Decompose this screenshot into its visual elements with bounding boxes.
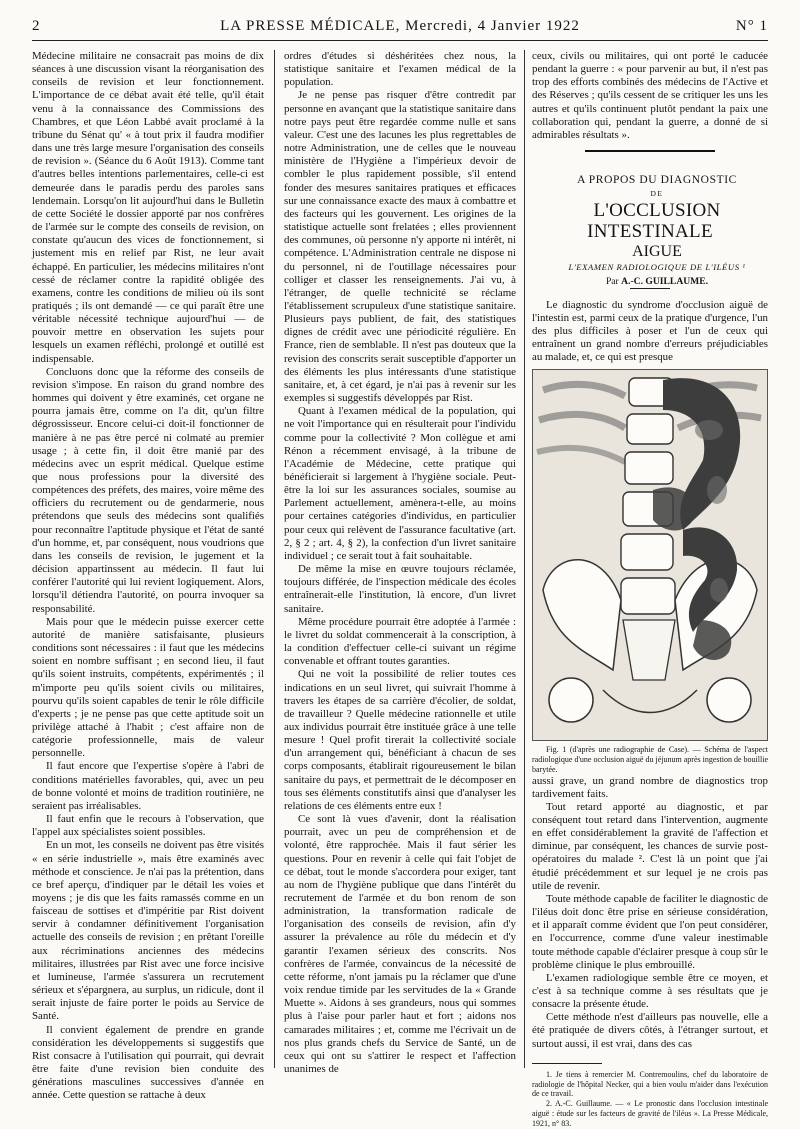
paragraph: Quant à l'examen médical de la population, qui ne voit l'importance qui en résulterait pour l'individu comme pour la collectivité ? Mon collègue et ami Rénon a récemment envisagé, à la tribune de l'Académie de Médecine, cette pratique qui bénéficierait si largement à l'hygiène sociale. Peut-être la loi sur les assurances sociales, soumise au Parlement actuellement, amènera-t-elle, au moins pour certaines catégories d'individus, en particulier pour ceux qui relèvent de l'assurance facultative (art. 2, § 2 ; art. 4, § 2), la confection d'un livret sanitaire individuel ; ce serait tout à fait souhaitable. — [284, 405, 516, 562]
paragraph: L'examen radiologique semble être ce moyen, et c'est à sa technique comme à ses résultats que je consacre la présente étude. — [532, 971, 768, 1011]
article-subtitle: L'EXAMEN RADIOLOGIQUE DE L'ILÉUS ¹ — [568, 262, 746, 273]
paragraph: Concluons donc que la réforme des conseils de revision s'impose. En raison du grand nombre des hommes qui doivent y être examinés, cet organe ne pourra jamais être, comme on l'a dit, qu'un filtre dégrossisseur. Encore celui-ci doit-il fonctionner de manière à ne pas être percé ni colmaté au premier usage ; à cette fin, il doit être manié par des médecins avec un esprit médical. Quelque estime que nous professions pour la diversité des compétences des préfets, des maires, voire même des officiers du recrutement ou de gendarmerie, nous prétendons que seuls des médecins sont qualifiés pour reconnaître l'aptitude physique et l'état de santé d'un homme, et, par conséquent, nous voudrions que dans les conseils de revision, le jugement et la décision appartinssent au médecin. Il faut lui conférer l'autorité qui lui revient logiquement. Alors, lorsqu'il détiendra l'autorité, on pourra invoquer sa responsabilité. — [32, 365, 264, 615]
paragraph: Médecine militaire ne consacrait pas moins de dix séances à une discussion visant la réorganisation des conseils de revision et leur fonctionnement. L'importance de ce débat avait été telle, qu'il était venu à la connaissance des Commissions des Chambres, et que Léon Labbé avait proclamé à la tribune du Sénat qu' « à tout prix il faudra modifier dans une très large mesure l'organisation des conseils de revision ». (Séance du 6 Août 1913). Comme tant d'autres belles intentions parlementaires, celle-ci est demeurée dans le paradis perdu des paroles sans lendemain. Lorsqu'on lit aujourd'hui dans le Bulletin de cette Société le dossier apporté par nos confrères de l'armée sur le compte des conseils de revision, on constate qu'aucun des vices de fonctionnement, si justement mis en relief par Rist, ne leur avait échappé. En particulier, les médecins militaires n'ont cessé de réclamer contre la rapidité obligée des examens, contre les conditions de milieu où ils sont pratiqués ; ils ont demandé — ce qui paraît être une véritable nécessité technique aujourd'hui — de pouvoir mettre en observation les sujets pour lesquels un examen réfléchi, prolongé et outillé est indispensable. — [32, 50, 264, 365]
article-byline — [532, 275, 768, 288]
header-rule — [32, 40, 768, 41]
article-kicker: A PROPOS DU DIAGNOSTIC — [577, 174, 737, 187]
paragraph: ordres d'études si déshéritées chez nous, la statistique sanitaire et l'examen médical de la population. — [284, 50, 516, 89]
column-divider — [524, 50, 525, 1068]
running-header — [32, 14, 768, 40]
paragraph: Qui ne voit la possibilité de relier toutes ces indications en un seul livret, qui suivrait l'homme à travers les étapes de sa carrière d'écolier, de soldat, de travailleur ? Quelle médecine rationnelle et utile aux individus pourrait être instituée grâce à une telle mesure ! Quel profit tirerait la collectivité sociale d'un arrangement qui, bénéficiant à chacun de ses corps composants, établirait rigoureusement le bilan sanitaire du pays, et permettrait de le décomposer en tous ses éléments constitutifs ainsi que d'analyser les relations de ces éléments entre eux ! — [284, 668, 516, 812]
paragraph: Même procédure pourrait être adoptée à l'armée : le livret du soldat commencerait à la conscription, à la condition d'effectuer celle-ci suivant un régime convenable et offrant toutes garanties. — [284, 615, 516, 668]
paragraph: Mais pour que le médecin puisse exercer cette autorité de manière satisfaisante, plusieurs conditions sont nécessaires : il faut que les médecins soient en nombre suffisant ; en second lieu, il faut qu'ils soient instruits, compétents, expérimentés ; il m'importe peu qu'ils soient civils ou militaires, pourvu qu'ils soient capables de tenir le rôle difficile d'experts ; je ne pense pas que cette aptitude soit un privilège attaché à l'habit ; c'est affaire non de catégorie professionnelle, mais de valeur personnelle. — [32, 615, 264, 760]
running-title: LA PRESSE MÉDICALE, Mercredi, 4 Janvier 1922 — [220, 18, 580, 34]
paragraph: aussi grave, un grand nombre de diagnostics trop tardivement faits. — [532, 774, 768, 800]
article-title-line2: AIGUE — [632, 243, 682, 261]
footnote: 1. Je tiens à remercier M. Contremoulins, chef du laboratoire de radiologie de l'hôpital Necker, qui a bien voulu m'aider dans l'exécution de ce travail. — [532, 1069, 768, 1099]
paragraph: En un mot, les conseils ne doivent pas être visités « en série industrielle », mais être examinés avec méthode et conscience. Je n'ai pas la prétention, dans ce bref aperçu, d'indiquer par le détail les voies et moyens ; je dis que les faits ramassés comme en un faisceau de sottises et d'impéritie par Rist doivent servir à condamner définitivement l'organisation actuelle des conseils de revision ; en prêtant l'oreille aux récriminations anciennes des médecins militaires, illustrées par Rist avec une force incisive et lumineuse, l'armée s'assurera un recrutement sérieux et s'épargnera, au surplus, un ridicule, dont il serait injuste de faire porter le poids au Service de Santé. — [32, 839, 264, 1023]
section-rule — [585, 150, 715, 152]
paragraph: Tout retard apporté au diagnostic, et par conséquent tout retard dans l'intervention, augmente en effet considérablement la gravité de l'affection et diminue, par conséquent, les chances de survie post-opératoires du malade ². C'est là un point que j'ai étudié précédemment et sur lequel je ne crois pas utile de revenir. — [532, 800, 768, 892]
paragraph: Je ne pense pas risquer d'être contredit par personne en avançant que la statistique sanitaire dans notre pays peut être regardée comme nulle et sans valeur. C'est une des lacunes les plus regrettables de notre Administration, une de celles que le nouveau ministère de l'Hygiène a l'impérieux devoir de combler le plus rapidement possible, s'il entend fonder des mesures sanitaires pratiques et efficaces sur une connaissance exacte des maux à combattre et des facteurs qui les gouvernent. Les origines de la statistique actuelle sont frelatées ; elles proviennent des communes, où personne n'y apporte ni intérêt, ni compétence. L'Administration centrale ne dispose ni du personnel, ni de l'outillage nécessaires pour colliger et classer les renseignements. J'ai vu, à l'étranger, de quelle technicité se réclame l'établissement scrupuleux d'une statistique sanitaire. Plusieurs pays publient, de fait, des statistiques dignes de crédit avec une périodicité régulière. En France, rien de semblable. Il n'est pas douteux que la revision des conscrits serait susceptible d'apporter un des éléments les plus intéressants d'une statistique sanitaire, et, à cet égard, je n'ai pas à revenir sur les exemples si suggestifs développés par Rist. — [284, 89, 516, 405]
footnote: 2. A.-C. Guillaume. — « Le pronostic dans l'occlusion intestinale aiguë : étude sur les facteurs de gravité de l'iléus ». La Presse Médicale, 1921, n° 83. — [532, 1099, 768, 1128]
paragraph: ceux, civils ou militaires, qui ont porté le caducée pendant la guerre : « pour parvenir au but, il n'est pas trop des efforts combinés des médecins de l'Active et des Réserves ; qu'ils cessent de se critiquer les uns les autres et qu'ils continuent plutôt pendant la paix une collaboration qui, pendant la guerre, a donné de si admirables résultats ». — [532, 50, 768, 141]
paragraph: Il faut enfin que le recours à l'observation, que l'appel aux spécialistes soient possibles. — [32, 813, 264, 839]
paragraph: Il faut encore que l'expertise s'opère à l'abri de conditions matérielles favorables, qui, avec un peu de bonne volonté et moins de tradition routinière, ne seraient pas irréalisables. — [32, 760, 264, 812]
radiograph-figure — [532, 369, 768, 741]
byline-rule — [630, 288, 670, 289]
column-1 — [32, 50, 264, 1102]
column-3 — [532, 50, 768, 1128]
paragraph: Ce sont là vues d'avenir, dont la réalisation pourrait, avec un peu de compréhension et de volonté, être rapprochée. Mais il faut sérier les questions. Pour en revenir à celle qui fait l'objet de ce débat, tout le monde s'accordera pour exiger, tant au nom de l'hygiène publique que dans l'intérêt du recrutement de l'armée et du bon renom de son administration, la transformation radicale de l'organisation des conseils de revision, afin d'y assurer la prévalence au rôle du médecin et d'y garantir l'examen sérieux des conscrits. Nos confrères de l'armée, convaincus de la nécessité de cette réforme, n'ont jamais pu la réclamer que d'une voix rendue timide par les servitudes de la « Grande Muette ». Aidons à ses grandeurs, nous qui sommes plus à l'aise pour parler haut et fort ; aidons nos camarades militaires ; et, comme me l'écrivait un de nos plus grands chefs du Service de Santé, un de ceux qui ont su s'attirer le respect et l'affection unanimes de — [284, 813, 516, 1076]
column-2 — [284, 50, 516, 1076]
article-title: L'OCCLUSION INTESTINALE — [587, 200, 721, 243]
byline-prefix: Par — [605, 275, 619, 287]
article-connector: DE — [650, 189, 664, 199]
figure-caption: Fig. 1 (d'après une radiographie de Case). — Schéma de l'aspect radiologique d'une occlusion aiguë du jéjunum après ingestion de bouillie barytée. — [532, 744, 768, 774]
page-number: 2 — [32, 18, 41, 34]
paragraph: Il convient également de prendre en grande considération les développements si suggestifs que Rist consacre à l'utilisation qui pourrait, qui devrait être faite d'une revision bien conduite des générations masculines successives d'année en année. Cette question se rattache à deux — [32, 1023, 264, 1102]
footnote-rule — [532, 1063, 602, 1064]
author-name: A.-C. GUILLAUME. — [621, 275, 709, 287]
paragraph: De même la mise en œuvre toujours réclamée, toujours différée, de l'inspection médicale des écoles entraînerait-elle l'institution, là encore, d'un livret sanitaire. — [284, 563, 516, 615]
column-divider — [274, 50, 275, 1068]
paragraph: Le diagnostic du syndrome d'occlusion aiguë de l'intestin est, parmi ceux de la pratique d'urgence, l'un des plus difficiles à poser et l'un de ceux qui entraînent un grand nombre d'erreurs préjudiciables au malade, et, ce qui est presque — [532, 298, 768, 364]
paragraph: Cette méthode n'est d'ailleurs pas nouvelle, elle a été pratiquée de divers côtés, à l'étranger surtout, et surtout aussi, il est vrai, dans des cas — [532, 1011, 768, 1050]
radiograph-schematic — [533, 370, 767, 740]
issue-number: N° 1 — [735, 18, 768, 34]
paragraph: Toute méthode capable de faciliter le diagnostic de l'iléus doit donc être prise en sérieuse considération, et il apparaît comme évident que l'on peut considérer, en l'occurrence, comme d'une valeur inestimable toute méthode capable d'éclairer presque à coup sûr le problème clinique le plus embrouillé. — [532, 892, 768, 971]
